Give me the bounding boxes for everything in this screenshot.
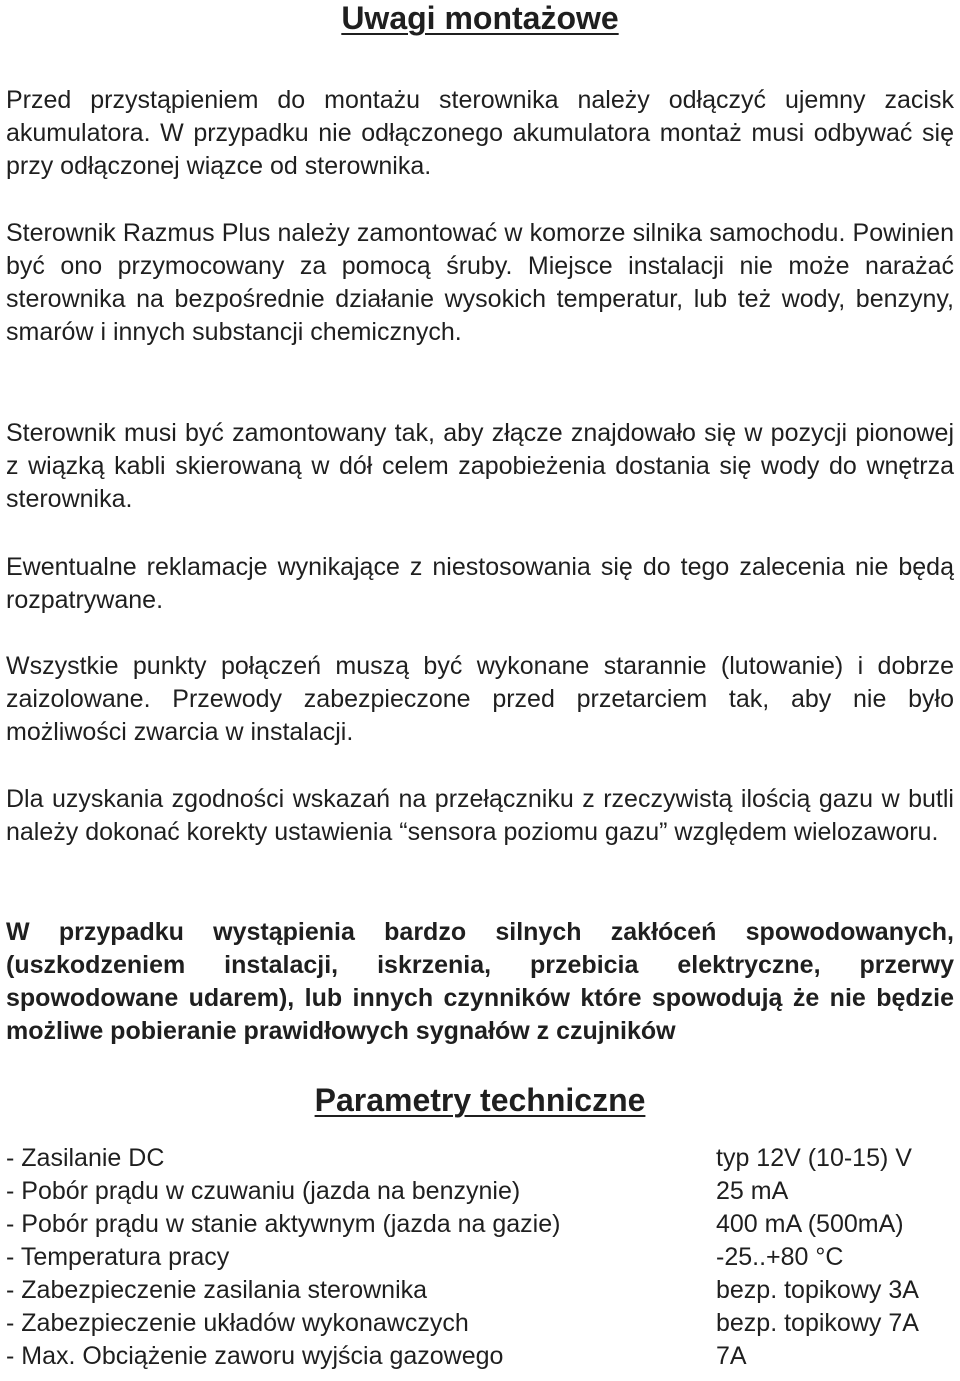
heading-technical-parameters (0, 1082, 960, 1118)
parameter-name: - Zabezpieczenie układów wykonawczych (6, 1309, 469, 1337)
parameter-row (6, 1142, 960, 1175)
paragraph-gas-sensor-calibration: Dla uzyskania zgodności wskazań na przełączniku z rzeczywistą ilością gazu w butli należy dokonać korekty ustawienia “sensora poziomu gazu” względem wielozaworu. (6, 785, 954, 846)
parameter-value: bezp. topikowy 3A (716, 1276, 919, 1304)
paragraph-interference-warning: W przypadku wystąpienia bardzo silnych zakłóceń spowodowanych, (uszkodzeniem instalacji, iskrzenia, przebicia elektryczne, przerwy spowodowane udarem), lub innych czynników które spowodują że nie będzie możliwe pobieranie prawidłowych sygnałów z czujników (6, 918, 954, 1045)
parameter-value: 7A (716, 1342, 747, 1370)
parameter-row (6, 1241, 960, 1274)
parameter-name: - Zabezpieczenie zasilania sterownika (6, 1276, 428, 1304)
parameter-value: 25 mA (716, 1177, 789, 1205)
parameter-name: - Zasilanie DC (6, 1144, 165, 1172)
parameter-name: - Temperatura pracy (6, 1243, 230, 1271)
paragraph-connections: Wszystkie punkty połączeń muszą być wykonane starannie (lutowanie) i dobrze zaizolowane. Przewody zabezpieczone przed przetarciem tak, aby nie było możliwości zwarcia w instalacji. (6, 652, 954, 746)
heading-technical-parameters-text: Parametry techniczne (314, 1082, 646, 1118)
parameter-value: bezp. topikowy 7A (716, 1309, 919, 1337)
parameter-row (6, 1307, 960, 1340)
parameter-row (6, 1208, 960, 1241)
technical-parameters-list (6, 1142, 960, 1373)
paragraph-mounting-location: Sterownik Razmus Plus należy zamontować w komorze silnika samochodu. Powinien być ono przymocowany za pomocą śruby. Miejsce instalacji nie może narażać sterownika na bezpośrednie działanie wysokich temperatur, lub też wody, benzyny, smarów i innych substancji chemicznych. (6, 219, 954, 346)
parameter-name: - Max. Obciążenie zaworu wyjścia gazowego (6, 1342, 504, 1370)
parameter-row (6, 1175, 960, 1208)
parameter-value: -25..+80 °C (716, 1243, 844, 1271)
paragraph-connector-orientation: Sterownik musi być zamontowany tak, aby złącze znajdowało się w pozycji pionowej z wiązką kabli skierowaną w dół celem zapobieżenia dostania się wody do wnętrza sterownika. (6, 419, 954, 513)
parameter-name: - Pobór prądu w czuwaniu (jazda na benzynie) (6, 1177, 521, 1205)
parameter-name: - Pobór prądu w stanie aktywnym (jazda na gazie) (6, 1210, 561, 1238)
heading-installation-notes-text: Uwagi montażowe (341, 0, 619, 36)
parameter-value: 400 mA (500mA) (716, 1210, 904, 1238)
parameter-row (6, 1340, 960, 1373)
paragraph-disconnect-battery: Przed przystąpieniem do montażu sterownika należy odłączyć ujemny zacisk akumulatora. W przypadku nie odłączonego akumulatora montaż musi odbywać się przy odłączonej wiązce od sterownika. (6, 86, 954, 180)
heading-installation-notes (0, 0, 960, 36)
parameter-value: typ 12V (10-15) V (716, 1144, 912, 1172)
paragraph-complaints: Ewentualne reklamacje wynikające z niestosowania się do tego zalecenia nie będą rozpatrywane. (6, 553, 954, 614)
parameter-row (6, 1274, 960, 1307)
